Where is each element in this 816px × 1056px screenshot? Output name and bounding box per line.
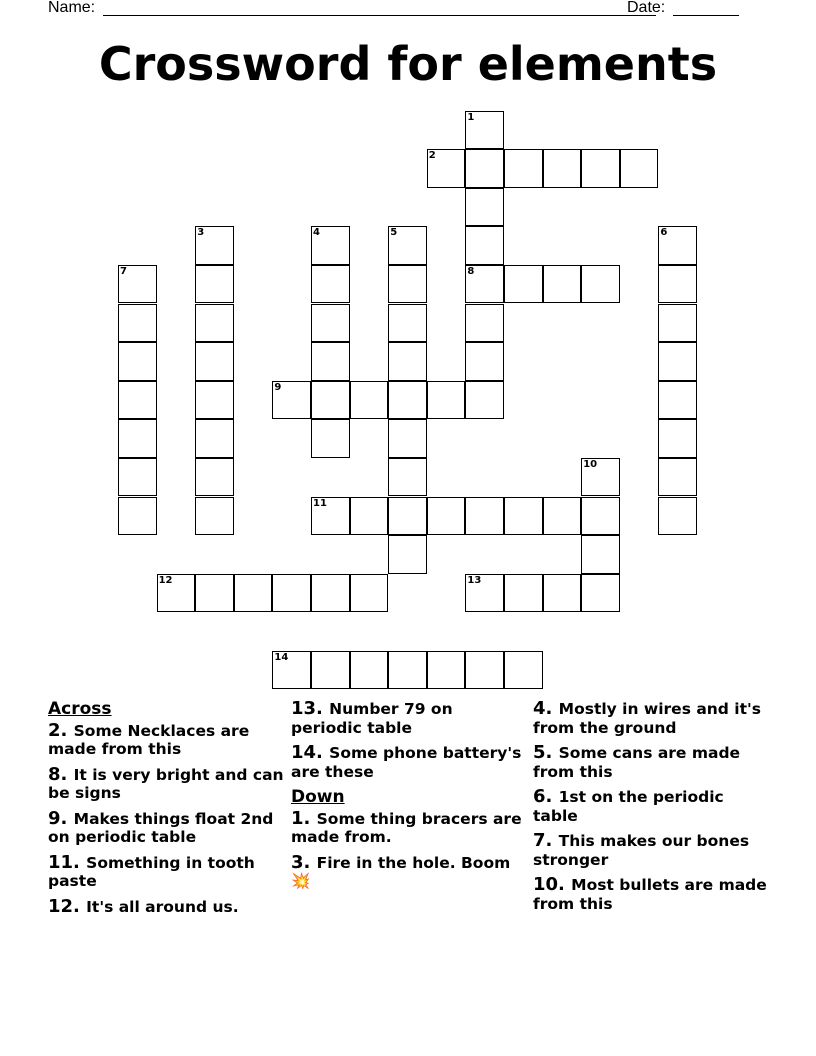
- grid-cell[interactable]: [311, 419, 350, 458]
- clue-text: It's all around us.: [86, 897, 239, 916]
- grid-cell[interactable]: [118, 342, 157, 381]
- grid-cell[interactable]: [118, 419, 157, 458]
- clue-number: 6: [660, 227, 668, 239]
- clue-item: [291, 851, 527, 891]
- grid-cell[interactable]: [388, 381, 427, 420]
- clue-text: Makes things float 2nd on periodic table: [48, 809, 274, 846]
- clue-number: 9: [274, 381, 282, 393]
- grid-cell[interactable]: [427, 149, 466, 188]
- grid-cell[interactable]: [543, 149, 582, 188]
- clue-num: 8.: [48, 763, 74, 785]
- clue-item: [533, 876, 769, 913]
- clue-text: It is very bright and can be signs: [48, 765, 284, 802]
- grid-cell[interactable]: [465, 497, 504, 536]
- grid-cell[interactable]: [465, 574, 504, 613]
- grid-cell[interactable]: [388, 342, 427, 381]
- section-heading-down: Down: [291, 787, 345, 807]
- grid-cell[interactable]: [465, 342, 504, 381]
- clue-num: 4.: [533, 698, 559, 719]
- clue-item: [48, 719, 284, 759]
- grid-cell[interactable]: [465, 651, 504, 690]
- grid-cell[interactable]: [543, 265, 582, 304]
- grid-cell[interactable]: [195, 226, 234, 265]
- grid-cell[interactable]: [388, 419, 427, 458]
- grid-cell[interactable]: [388, 458, 427, 497]
- clue-text: Number 79 on periodic table: [291, 700, 453, 737]
- clue-number: 12: [158, 574, 173, 586]
- section-heading-across: Across: [48, 699, 112, 719]
- clue-number: 10: [583, 458, 598, 470]
- clue-text: Some phone battery's are these: [291, 744, 522, 781]
- grid-cell[interactable]: [465, 381, 504, 420]
- grid-cell[interactable]: [658, 342, 697, 381]
- clue-num: 5.: [533, 742, 559, 763]
- grid-cell[interactable]: [388, 265, 427, 304]
- grid-cell[interactable]: [272, 381, 311, 420]
- grid-cell[interactable]: [427, 651, 466, 690]
- clue-text: 1st on the periodic table: [533, 788, 724, 825]
- grid-cell[interactable]: [658, 497, 697, 536]
- grid-cell[interactable]: [311, 304, 350, 343]
- grid-cell[interactable]: [118, 497, 157, 536]
- grid-cell[interactable]: [234, 574, 273, 613]
- clue-text: Some thing bracers are made from.: [291, 809, 522, 846]
- clue-num: 11.: [48, 851, 87, 873]
- grid-cell[interactable]: [581, 497, 620, 536]
- date-label: Date:: [627, 0, 666, 16]
- clue-text: Something in tooth paste: [48, 853, 255, 890]
- grid-cell[interactable]: [311, 226, 350, 265]
- grid-cell[interactable]: [388, 497, 427, 536]
- clue-num: 6.: [533, 786, 559, 807]
- clue-number: 4: [313, 227, 320, 239]
- clue-number: 13: [467, 574, 482, 586]
- grid-cell[interactable]: [118, 265, 157, 304]
- clue-text: Some cans are made from this: [533, 744, 741, 781]
- grid-cell[interactable]: [195, 304, 234, 343]
- clue-number: 14: [274, 651, 289, 663]
- clue-item: [533, 832, 769, 869]
- grid-cell[interactable]: [272, 651, 311, 690]
- grid-cell[interactable]: [504, 574, 543, 613]
- clue-item: [533, 744, 769, 781]
- clue-text: Some Necklaces are made from this: [48, 721, 250, 758]
- clue-item: [48, 851, 284, 891]
- clue-num: 9.: [48, 807, 74, 829]
- clue-num: 1.: [291, 807, 317, 829]
- grid-cell[interactable]: [118, 304, 157, 343]
- grid-cell[interactable]: [195, 265, 234, 304]
- grid-cell[interactable]: [195, 381, 234, 420]
- clue-number: 7: [120, 265, 127, 277]
- grid-cell[interactable]: [504, 265, 543, 304]
- grid-cell[interactable]: [195, 342, 234, 381]
- clue-item: [291, 700, 527, 737]
- grid-cell[interactable]: [465, 149, 504, 188]
- grid-cell[interactable]: [504, 651, 543, 690]
- grid-cell[interactable]: [658, 419, 697, 458]
- clue-item: [291, 807, 527, 847]
- grid-cell[interactable]: [427, 381, 466, 420]
- clue-text: This makes our bones stronger: [533, 832, 750, 869]
- grid-cell[interactable]: [311, 497, 350, 536]
- grid-cell[interactable]: [195, 497, 234, 536]
- clue-num: 12.: [48, 895, 87, 917]
- clue-number: 5: [390, 227, 398, 239]
- clue-num: 14.: [291, 742, 330, 763]
- grid-cell[interactable]: [427, 497, 466, 536]
- grid-cell[interactable]: [581, 265, 620, 304]
- grid-cell[interactable]: [388, 651, 427, 690]
- clue-number: 3: [197, 227, 205, 239]
- grid-cell[interactable]: [388, 226, 427, 265]
- grid-cell[interactable]: [118, 458, 157, 497]
- clue-number: 8: [467, 265, 475, 277]
- grid-cell[interactable]: [350, 381, 389, 420]
- grid-cell[interactable]: [311, 651, 350, 690]
- clue-item: [48, 895, 284, 917]
- grid-cell[interactable]: [465, 188, 504, 227]
- clue-num: 2.: [48, 719, 74, 741]
- grid-cell[interactable]: [311, 381, 350, 420]
- grid-cell[interactable]: [465, 226, 504, 265]
- clue-item: [48, 763, 284, 803]
- clue-column-3: [533, 700, 769, 920]
- grid-cell[interactable]: [388, 304, 427, 343]
- grid-cell[interactable]: [581, 149, 620, 188]
- grid-cell[interactable]: [350, 574, 389, 613]
- clue-num: 7.: [533, 830, 559, 851]
- name-label: Name:: [48, 0, 96, 16]
- grid-cell[interactable]: [195, 458, 234, 497]
- grid-cell[interactable]: [543, 574, 582, 613]
- grid-cell[interactable]: [195, 419, 234, 458]
- clue-list: [48, 700, 768, 1040]
- page-title: Crossword for elements: [98, 37, 718, 91]
- clue-num: 3.: [291, 851, 317, 873]
- clue-number: 1: [467, 111, 475, 123]
- clue-text: Fire in the hole. Boom 💥: [291, 853, 511, 890]
- clue-item: [291, 744, 527, 781]
- clue-item: [533, 700, 769, 737]
- clue-number: 2: [428, 150, 436, 162]
- grid-cell[interactable]: [658, 304, 697, 343]
- grid-cell[interactable]: [658, 381, 697, 420]
- grid-cell[interactable]: [350, 651, 389, 690]
- grid-cell[interactable]: [350, 497, 389, 536]
- grid-cell[interactable]: [581, 458, 620, 497]
- grid-cell[interactable]: [543, 497, 582, 536]
- grid-cell[interactable]: [311, 265, 350, 304]
- grid-cell[interactable]: [658, 226, 697, 265]
- grid-cell[interactable]: [388, 535, 427, 574]
- grid-cell[interactable]: [195, 574, 234, 613]
- grid-cell[interactable]: [465, 111, 504, 150]
- grid-cell[interactable]: [311, 342, 350, 381]
- grid-cell[interactable]: [658, 458, 697, 497]
- clue-item: [48, 807, 284, 847]
- grid-cell[interactable]: [504, 497, 543, 536]
- clue-column-1: [48, 700, 284, 923]
- grid-cell[interactable]: [272, 574, 311, 613]
- grid-cell[interactable]: [465, 265, 504, 304]
- grid-cell[interactable]: [311, 574, 350, 613]
- grid-cell[interactable]: [658, 265, 697, 304]
- clue-item: [533, 788, 769, 825]
- grid-cell[interactable]: [504, 149, 543, 188]
- grid-cell[interactable]: [620, 149, 659, 188]
- grid-cell[interactable]: [581, 535, 620, 574]
- clue-num: 13.: [291, 698, 330, 719]
- clue-number: 11: [313, 497, 327, 509]
- clue-text: Most bullets are made from this: [533, 876, 767, 913]
- clue-column-2: [291, 700, 527, 898]
- clue-num: 10.: [533, 874, 572, 895]
- clue-text: Mostly in wires and it's from the ground: [533, 700, 761, 737]
- grid-cell[interactable]: [118, 381, 157, 420]
- grid-cell[interactable]: [581, 574, 620, 613]
- grid-cell[interactable]: [157, 574, 196, 613]
- grid-cell[interactable]: [465, 304, 504, 343]
